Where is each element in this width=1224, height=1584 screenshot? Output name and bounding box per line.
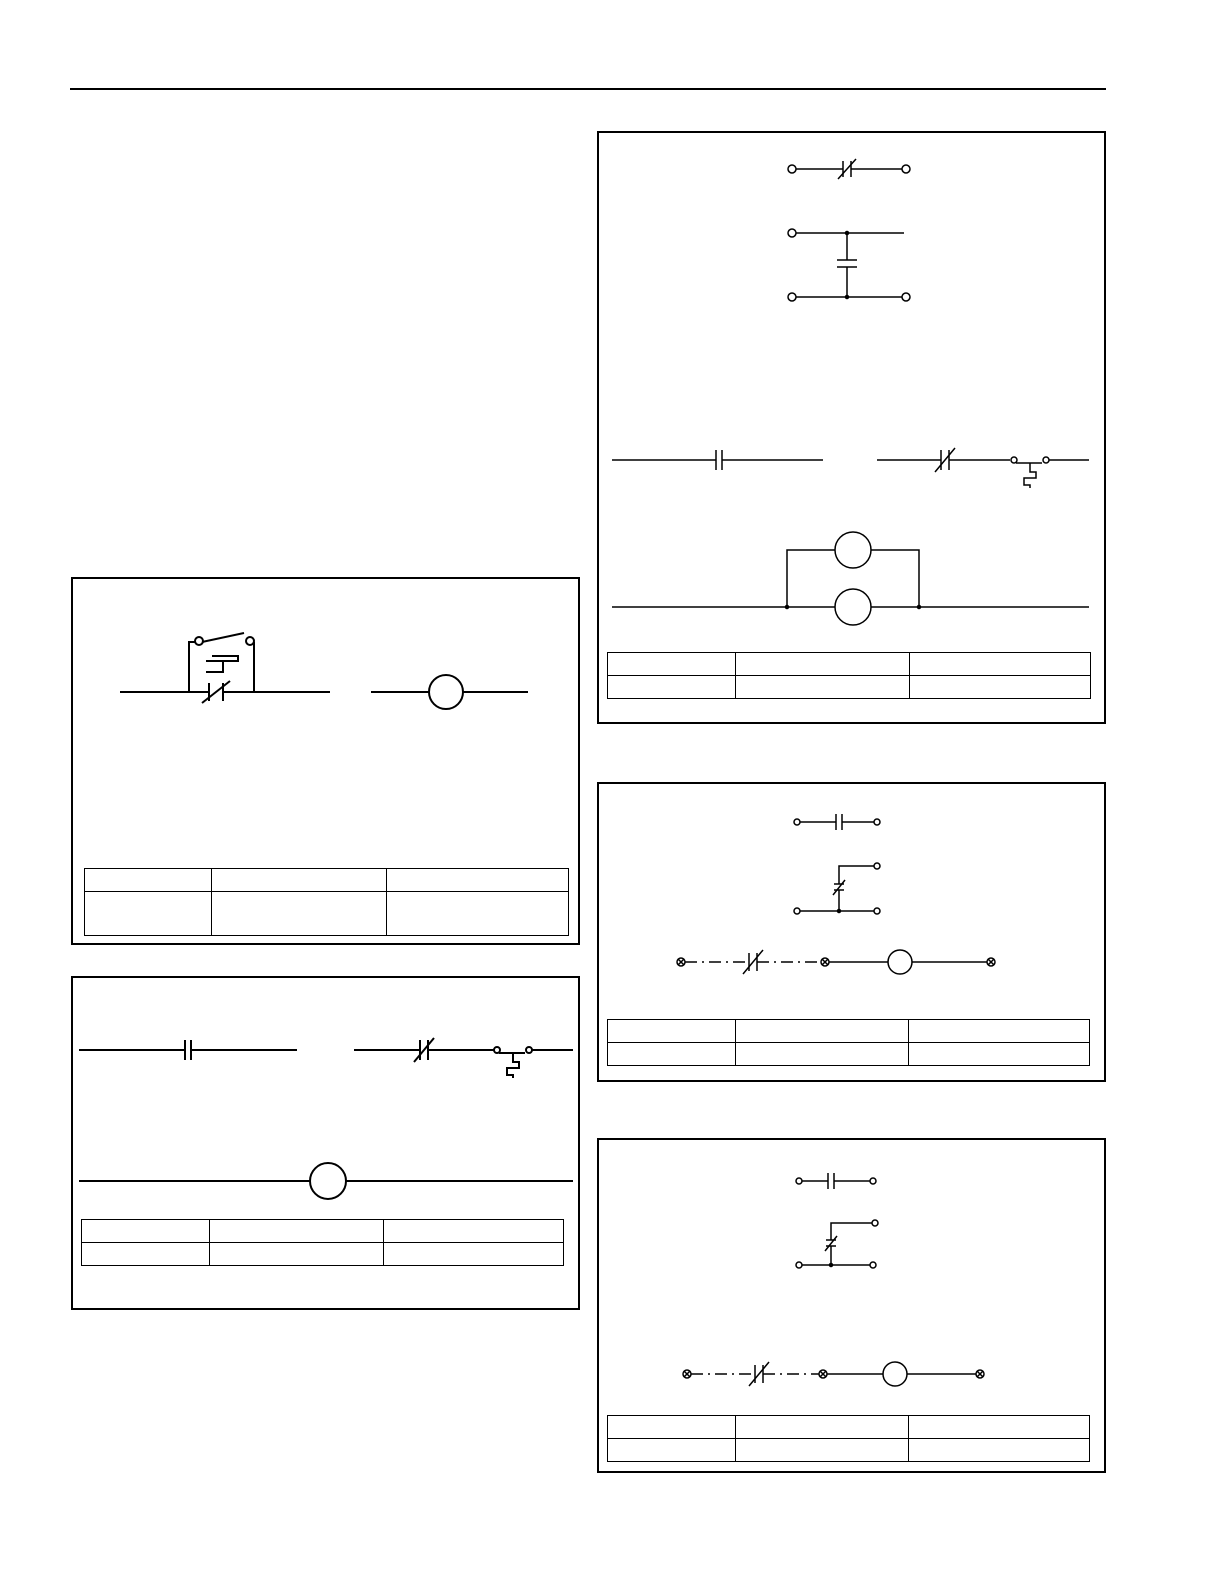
table-cell	[212, 892, 387, 936]
figure-d-table	[607, 1019, 1090, 1066]
table-row	[608, 1439, 1090, 1462]
terminal-circle	[246, 637, 254, 645]
table-cell	[387, 892, 569, 936]
table-cell	[608, 676, 736, 699]
table-cell	[736, 1416, 909, 1439]
table-row	[608, 676, 1091, 699]
table-cell	[736, 1043, 909, 1066]
terminal-circle	[788, 293, 796, 301]
table-cell	[387, 869, 569, 892]
table-cell	[212, 869, 387, 892]
figure-b-box	[71, 976, 580, 1310]
wire	[831, 1223, 872, 1240]
wire	[787, 550, 919, 607]
junction-dot	[838, 910, 841, 913]
table-cell	[909, 1439, 1090, 1462]
table-row	[85, 869, 569, 892]
table-cell	[736, 653, 910, 676]
coil-symbol	[835, 532, 871, 568]
table-cell	[736, 1020, 909, 1043]
terminal-circle	[902, 293, 910, 301]
overload-heater	[1024, 463, 1036, 488]
junction-dot	[786, 606, 789, 609]
table-row	[608, 1043, 1090, 1066]
junction-dot	[830, 1264, 833, 1267]
terminal-circle	[796, 1262, 802, 1268]
figure-c-diagram	[599, 133, 1104, 722]
header-rule	[70, 88, 1106, 90]
terminal-circle	[870, 1262, 876, 1268]
no-contact-gap	[828, 1173, 834, 1189]
table-row	[85, 892, 569, 936]
terminal-circle	[796, 1178, 802, 1184]
table-cell	[384, 1220, 564, 1243]
table-cell	[910, 653, 1091, 676]
table-cell	[608, 1043, 736, 1066]
figure-a-table	[84, 868, 569, 936]
terminal-circle	[788, 165, 796, 173]
table-cell	[210, 1220, 384, 1243]
figure-b-table	[81, 1219, 564, 1266]
table-cell	[85, 892, 212, 936]
table-cell	[608, 1439, 736, 1462]
figure-e-table	[607, 1415, 1090, 1462]
terminal-circle	[874, 819, 880, 825]
table-row	[608, 1020, 1090, 1043]
switch-blade	[202, 633, 244, 642]
table-cell	[736, 1439, 909, 1462]
figure-d-box	[597, 782, 1106, 1082]
table-cell	[608, 653, 736, 676]
table-cell	[909, 1416, 1090, 1439]
table-row	[82, 1243, 564, 1266]
figure-c-box	[597, 131, 1106, 724]
table-cell	[82, 1243, 210, 1266]
table-row	[608, 653, 1091, 676]
overload-heater	[507, 1053, 519, 1078]
terminal-circle	[874, 863, 880, 869]
coil-symbol	[429, 675, 463, 709]
table-cell	[736, 676, 910, 699]
no-contact-gap	[716, 450, 722, 470]
table-row	[82, 1220, 564, 1243]
terminal-circle	[870, 1178, 876, 1184]
terminal-circle	[1043, 457, 1049, 463]
table-cell	[608, 1416, 736, 1439]
terminal-circle	[794, 819, 800, 825]
terminal-circle	[526, 1047, 532, 1053]
table-cell	[608, 1020, 736, 1043]
figure-a-box	[71, 577, 580, 945]
terminal-circle	[794, 908, 800, 914]
bimetal-element	[206, 656, 238, 672]
junction-dot	[918, 606, 921, 609]
terminal-circle	[1011, 457, 1017, 463]
terminal-circle	[872, 1220, 878, 1226]
terminal-circle	[195, 637, 203, 645]
terminal-circle	[874, 908, 880, 914]
coil-symbol	[835, 589, 871, 625]
no-contact-gap	[836, 814, 842, 830]
table-cell	[85, 869, 212, 892]
table-cell	[210, 1243, 384, 1266]
table-row	[608, 1416, 1090, 1439]
table-cell	[909, 1043, 1090, 1066]
figure-e-box	[597, 1138, 1106, 1473]
table-cell	[909, 1020, 1090, 1043]
junction-dot	[846, 296, 849, 299]
coil-symbol	[888, 950, 912, 974]
terminal-circle	[788, 229, 796, 237]
table-cell	[82, 1220, 210, 1243]
table-cell	[910, 676, 1091, 699]
figure-c-table	[607, 652, 1091, 699]
coil-symbol	[883, 1362, 907, 1386]
table-cell	[384, 1243, 564, 1266]
coil-symbol	[310, 1163, 346, 1199]
terminal-circle	[902, 165, 910, 173]
junction-dot	[846, 232, 849, 235]
